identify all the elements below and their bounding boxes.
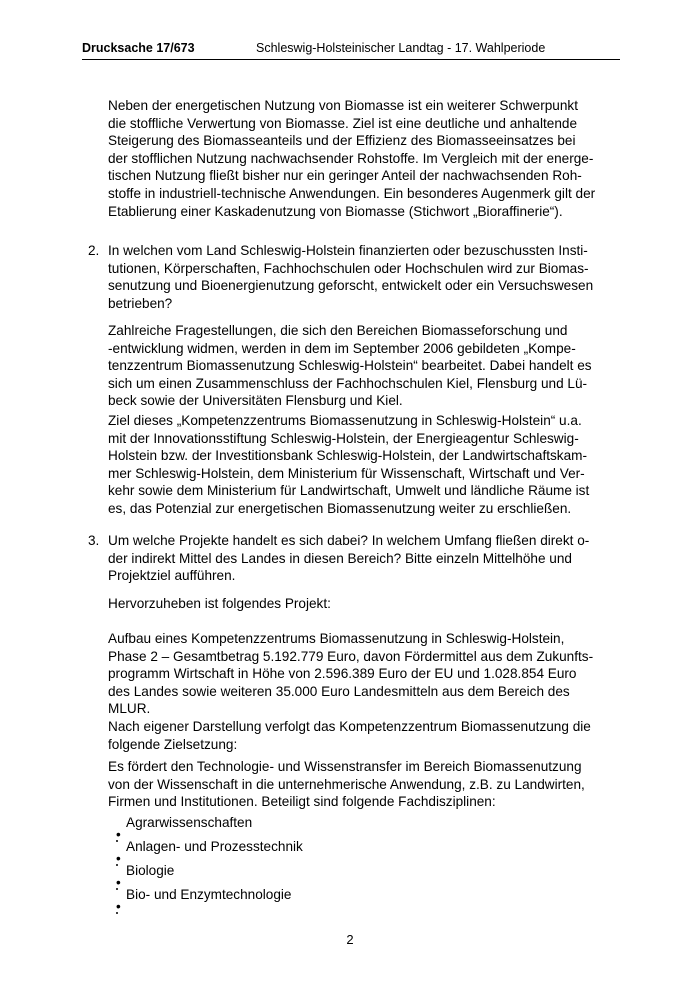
text-line: Steigerung des Biomasseanteils und der Effizienz des Biomasseeinsatzes bei bbox=[108, 133, 576, 149]
text-line: Holstein bzw. der Investitionsbank Schleswig-Holstein, der Landwirtschaftskam- bbox=[108, 448, 588, 464]
question-2 bbox=[108, 242, 618, 312]
list-item bbox=[116, 838, 303, 856]
page-number: 2 bbox=[346, 932, 354, 947]
text-line: der stofflichen Nutzung nachwachsender Rohstoffe. Im Vergleich mit der energe- bbox=[108, 150, 594, 166]
list-item-label: Bio- und Enzymtechnologie bbox=[126, 887, 292, 902]
text-line: In welchen vom Land Schleswig-Holstein finanzierten oder bezuschussten Insti- bbox=[108, 243, 588, 258]
goals-intro bbox=[108, 718, 618, 753]
header-title: Schleswig-Holsteinischer Landtag - 17. Wahlperiode bbox=[256, 41, 546, 55]
list-item-label: Anlagen- und Prozesstechnik bbox=[126, 839, 303, 854]
document-number: Drucksache 17/673 bbox=[82, 41, 195, 55]
text-line: Phase 2 – Gesamtbetrag 5.192.779 Euro, davon Fördermittel aus dem Zukunfts- bbox=[108, 648, 594, 664]
text-line: des Landes sowie weiteren 35.000 Euro Landesmitteln aus dem Bereich des bbox=[108, 683, 570, 699]
text-line: kehr sowie dem Ministerium für Landwirtschaft, Umwelt und ländliche Räume ist bbox=[108, 483, 590, 499]
list-item bbox=[116, 814, 252, 832]
list-item bbox=[116, 886, 292, 904]
text-line: tischen Nutzung fließt bisher nur ein geringer Anteil der nachwachsenden Roh- bbox=[108, 168, 582, 184]
text-line: Ziel dieses „Kompetenzzentrums Biomassenutzung in Schleswig-Holstein“ u.a. bbox=[108, 413, 582, 428]
text-line: Aufbau eines Kompetenzzentrums Biomassenutzung in Schleswig-Holstein, bbox=[108, 631, 565, 646]
text-line: Nach eigener Darstellung verfolgt das Kompetenzzentrum Biomassenutzung die bbox=[108, 719, 591, 734]
list-item-label: Biologie bbox=[126, 863, 175, 878]
list-item-label: Agrarwissenschaften bbox=[126, 815, 253, 830]
text-line: von der Wissenschaft in die unternehmerische Anwendung, z.B. zu Landwirten, bbox=[108, 776, 585, 792]
text-line: Hervorzuheben ist folgendes Projekt: bbox=[108, 596, 331, 611]
project-description bbox=[108, 630, 618, 718]
text-line: betrieben? bbox=[108, 295, 173, 311]
question-3 bbox=[108, 532, 618, 585]
answer-3-intro bbox=[108, 595, 618, 613]
text-line: Um welche Projekte handelt es sich dabei? In welchem Umfang fließen direkt o- bbox=[108, 533, 590, 548]
text-line: MLUR. bbox=[108, 701, 151, 717]
text-line: senutzung und Bioenergienutzung geforscht, entwickelt oder ein Versuchswesen bbox=[108, 278, 594, 294]
page-header bbox=[82, 41, 620, 60]
text-line: mer Schleswig-Holstein, dem Ministerium für Wissenschaft, Wirtschaft und Ver- bbox=[108, 465, 585, 481]
text-line: die stoffliche Verwertung von Biomasse. Ziel ist eine deutliche und anhaltende bbox=[108, 115, 578, 131]
text-line: Etablierung einer Kaskadenutzung von Biomasse (Stichwort „Bioraffinerie“). bbox=[108, 203, 563, 219]
text-line: der indirekt Mittel des Landes in diesen Bereich? Bitte einzeln Mittelhöhe und bbox=[108, 550, 572, 566]
text-line: Zahlreiche Fragestellungen, die sich den Bereichen Biomasseforschung und bbox=[108, 323, 568, 338]
text-line: beck sowie der Universitäten Flensburg und Kiel. bbox=[108, 393, 403, 409]
question-number: 2. bbox=[88, 243, 100, 258]
text-line: Firmen und Institutionen. Beteiligt sind folgende Fachdisziplinen: bbox=[108, 794, 496, 810]
goals-description bbox=[108, 758, 618, 811]
text-line: Es fördert den Technologie- und Wissenstransfer im Bereich Biomassenutzung bbox=[108, 759, 582, 774]
text-line: -entwicklung widmen, werden in dem im September 2006 gebildeten „Kompe- bbox=[108, 340, 576, 356]
text-line: Projektziel aufführen. bbox=[108, 568, 236, 584]
text-line: programm Wirtschaft in Höhe von 2.596.389 Euro der EU und 1.028.854 Euro bbox=[108, 666, 577, 682]
text-line: mit der Innovationsstiftung Schleswig-Holstein, der Energieagentur Schleswig- bbox=[108, 430, 579, 446]
question-number: 3. bbox=[88, 533, 100, 548]
text-line: es, das Potenzial zur energetischen Biomassenutzung weiter zu erschließen. bbox=[108, 500, 572, 516]
text-line: folgende Zielsetzung: bbox=[108, 736, 238, 752]
list-item bbox=[116, 862, 174, 880]
answer-2-part-2 bbox=[108, 412, 618, 518]
answer-2-part-1 bbox=[108, 322, 618, 410]
text-line: Neben der energetischen Nutzung von Biomasse ist ein weiterer Schwerpunkt bbox=[108, 98, 578, 113]
text-line: sich um einen Zusammenschluss der Fachhochschulen Kiel, Flensburg und Lü- bbox=[108, 375, 588, 391]
paragraph-biomass-material-use bbox=[108, 97, 618, 220]
text-line: stoffe in industriell-technische Anwendungen. Ein besonderes Augenmerk gilt der bbox=[108, 185, 596, 201]
text-line: tutionen, Körperschaften, Fachhochschulen oder Hochschulen wird zur Biomas- bbox=[108, 260, 589, 276]
text-line: tenzzentrum Biomassenutzung Schleswig-Holstein“ bearbeitet. Dabei handelt es bbox=[108, 358, 592, 374]
